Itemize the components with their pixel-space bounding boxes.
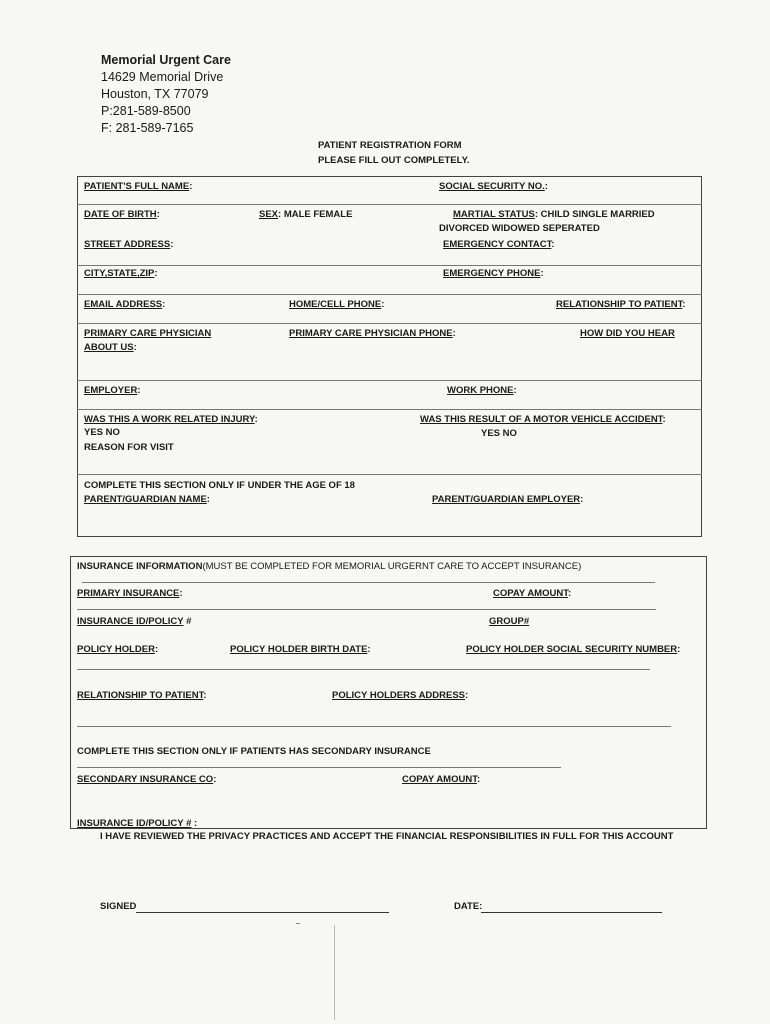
- divider: [77, 204, 702, 205]
- signature-line[interactable]: [136, 912, 389, 913]
- date-line[interactable]: [481, 912, 662, 913]
- sex-field[interactable]: SEX: MALE FEMALE: [259, 209, 353, 220]
- clinic-city: Houston, TX 77079: [101, 87, 209, 101]
- policy-holder-ssn-field[interactable]: POLICY HOLDER SOCIAL SECURITY NUMBER:: [466, 644, 681, 655]
- divider: [77, 380, 702, 381]
- marital-status-field[interactable]: MARTIAL STATUS: CHILD SINGLE MARRIED: [453, 209, 655, 220]
- primary-insurance-field[interactable]: PRIMARY INSURANCE:: [77, 588, 183, 599]
- city-state-zip-field[interactable]: CITY,STATE,ZIP:: [84, 268, 158, 279]
- acknowledgement-text: I HAVE REVIEWED THE PRIVACY PRACTICES AND ACCEPT THE FINANCIAL RESPONSIBILITIES IN FULL FOR THIS ACCOUNT: [100, 831, 674, 842]
- street-address-field[interactable]: STREET ADDRESS:: [84, 239, 174, 250]
- work-injury-options[interactable]: YES NO: [84, 427, 120, 438]
- guardian-section-heading: COMPLETE THIS SECTION ONLY IF UNDER THE AGE OF 18: [84, 480, 355, 491]
- motor-vehicle-options[interactable]: YES NO: [481, 428, 517, 439]
- divider: [77, 323, 702, 324]
- emergency-contact-field[interactable]: EMERGENCY CONTACT:: [443, 239, 555, 250]
- clinic-phone: P:281-589-8500: [101, 104, 191, 118]
- form-title: [318, 138, 470, 168]
- relationship-to-patient-field[interactable]: RELATIONSHIP TO PATIENT:: [556, 299, 686, 310]
- divider: [77, 294, 702, 295]
- fill-line: [82, 582, 655, 583]
- form-title-line1: PATIENT REGISTRATION FORM: [318, 140, 462, 151]
- secondary-copay-amount-field[interactable]: COPAY AMOUNT:: [402, 774, 481, 785]
- clinic-fax: F: 281-589-7165: [101, 121, 194, 135]
- form-title-line2: PLEASE FILL OUT COMPLETELY.: [318, 155, 470, 166]
- policy-holder-birth-date-field[interactable]: POLICY HOLDER BIRTH DATE:: [230, 644, 371, 655]
- how-did-you-hear-continued: ABOUT US:: [84, 342, 137, 353]
- email-address-field[interactable]: EMAIL ADDRESS:: [84, 299, 166, 310]
- policy-holder-field[interactable]: POLICY HOLDER:: [77, 644, 159, 655]
- divider: [77, 474, 702, 475]
- motor-vehicle-accident-field[interactable]: WAS THIS RESULT OF A MOTOR VEHICLE ACCIDENT:: [420, 414, 666, 425]
- fill-line: [77, 609, 656, 610]
- guardian-name-field[interactable]: PARENT/GUARDIAN NAME:: [84, 494, 210, 505]
- insurance-relationship-field[interactable]: RELATIONSHIP TO PATIENT:: [77, 690, 207, 701]
- work-phone-field[interactable]: WORK PHONE:: [447, 385, 517, 396]
- insurance-heading: INSURANCE INFORMATION(MUST BE COMPLETED FOR MEMORIAL URGERNT CARE TO ACCEPT INSURANCE): [77, 561, 582, 572]
- date-label: DATE:: [454, 901, 483, 912]
- guardian-employer-field[interactable]: PARENT/GUARDIAN EMPLOYER:: [432, 494, 584, 505]
- marital-status-options: DIVORCED WIDOWED SEPERATED: [439, 223, 600, 234]
- divider: [77, 265, 702, 266]
- insurance-id-policy-field[interactable]: INSURANCE ID/POLICY #: [77, 616, 192, 627]
- work-related-injury-field[interactable]: WAS THIS A WORK RELATED INJURY:: [84, 414, 258, 425]
- policy-holders-address-field[interactable]: POLICY HOLDERS ADDRESS:: [332, 690, 469, 701]
- secondary-insurance-id-field[interactable]: INSURANCE ID/POLICY # :: [77, 818, 198, 829]
- home-cell-phone-field[interactable]: HOME/CELL PHONE:: [289, 299, 385, 310]
- ssn-field[interactable]: SOCIAL SECURITY NO.:: [439, 181, 548, 192]
- primary-care-physician-field[interactable]: PRIMARY CARE PHYSICIAN: [84, 328, 212, 339]
- fill-line: [77, 726, 671, 727]
- how-did-you-hear-field[interactable]: HOW DID YOU HEAR: [580, 328, 675, 339]
- clinic-street: 14629 Memorial Drive: [101, 70, 224, 84]
- emergency-phone-field[interactable]: EMERGENCY PHONE:: [443, 268, 544, 279]
- scan-mark: [334, 925, 335, 1020]
- secondary-insurance-heading: COMPLETE THIS SECTION ONLY IF PATIENTS HAS SECONDARY INSURANCE: [77, 746, 431, 757]
- scan-mark: [296, 923, 300, 924]
- fill-line: [77, 669, 650, 670]
- patient-full-name-field[interactable]: PATIENT'S FULL NAME:: [84, 181, 193, 192]
- group-number-field[interactable]: GROUP#: [489, 616, 530, 627]
- secondary-insurance-co-field[interactable]: SECONDARY INSURANCE CO:: [77, 774, 217, 785]
- clinic-header: [101, 52, 231, 137]
- signed-label: SIGNED: [100, 901, 137, 912]
- date-of-birth-field[interactable]: DATE OF BIRTH:: [84, 209, 160, 220]
- clinic-name: Memorial Urgent Care: [101, 53, 231, 67]
- primary-care-physician-phone-field[interactable]: PRIMARY CARE PHYSICIAN PHONE:: [289, 328, 456, 339]
- reason-for-visit-field[interactable]: REASON FOR VISIT: [84, 442, 174, 453]
- employer-field[interactable]: EMPLOYER:: [84, 385, 141, 396]
- fill-line: [77, 767, 561, 768]
- copay-amount-field[interactable]: COPAY AMOUNT:: [493, 588, 572, 599]
- divider: [77, 409, 702, 410]
